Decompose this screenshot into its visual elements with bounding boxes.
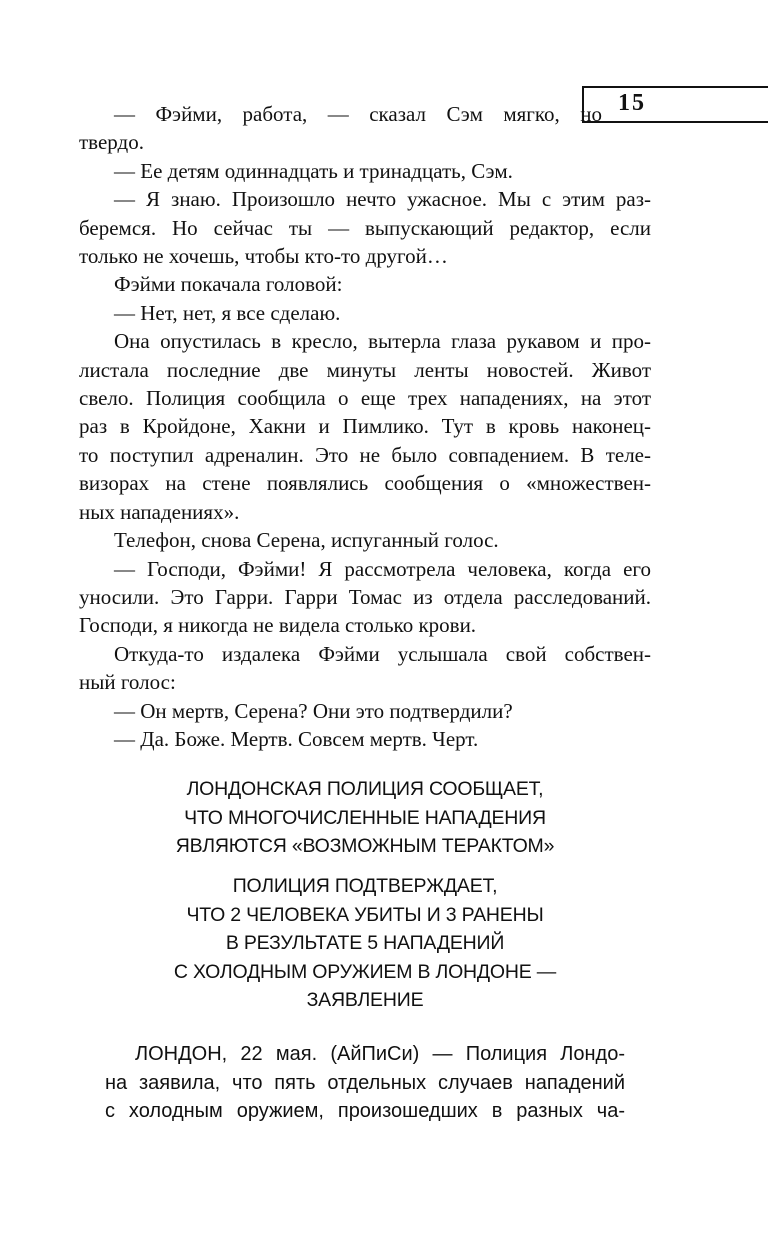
text-line: уносили. Это Гарри. Гарри Томас из отдела расследований.	[79, 584, 651, 609]
news-line: на заявила, что пять отдельных случаев нападений	[105, 1071, 625, 1094]
news-line: с холодным оружием, произошедших в разных ча-	[105, 1100, 625, 1122]
headline-line: ПОЛИЦИЯ ПОДТВЕРЖДАЕТ,	[232, 875, 498, 897]
text-line: Телефон, снова Серена, испуганный голос.	[114, 528, 499, 553]
text-line: — Нет, нет, я все сделаю.	[114, 300, 341, 325]
text-line: только не хочешь, чтобы кто-то другой…	[79, 244, 448, 269]
text-line: ных нападениях».	[79, 499, 240, 524]
text-line: твердо.	[79, 130, 144, 155]
text-line: — Да. Боже. Мертв. Совсем мертв. Черт.	[114, 726, 479, 751]
text-line: то поступил адреналин. Это не было совпадением. В теле-	[79, 442, 651, 467]
text-line: Фэйми покачала головой:	[114, 272, 343, 297]
text-line: — Ее детям одиннадцать и тринадцать, Сэм.	[114, 158, 513, 183]
headline-line: ЛОНДОНСКАЯ ПОЛИЦИЯ СООБЩАЕТ,	[186, 778, 544, 800]
text-line: — Господи, Фэйми! Я рассмотрела человека, когда его	[114, 556, 651, 581]
text-line: Она опустилась в кресло, вытерла глаза рукавом и про-	[114, 329, 651, 354]
text-line: Откуда-то издалека Фэйми услышала свой собствен-	[114, 641, 651, 666]
headline-line: ЯВЛЯЮТСЯ «ВОЗМОЖНЫМ ТЕРАКТОМ»	[175, 835, 555, 857]
headline-line: ЗАЯВЛЕНИЕ	[306, 989, 424, 1011]
text-line: — Фэйми, работа, — сказал Сэм мягко, но	[114, 102, 602, 126]
text-line: визорах на стене появлялись сообщения о «множествен-	[79, 471, 651, 496]
headline-line: С ХОЛОДНЫМ ОРУЖИЕМ В ЛОНДОНЕ —	[173, 960, 557, 983]
body-text	[79, 100, 651, 753]
text-line: свело. Полиция сообщила о еще трех нападениях, на этот	[79, 386, 651, 411]
text-line: листала последние две минуты ленты новостей. Живот	[79, 357, 651, 382]
text-line: беремся. Но сейчас ты — выпускающий редактор, если	[79, 215, 651, 240]
news-body	[105, 1040, 625, 1126]
page-number: 15	[618, 90, 646, 116]
news-headline	[79, 872, 651, 1015]
headline-line: ЧТО 2 ЧЕЛОВЕКА УБИТЫ И 3 РАНЕНЫ	[186, 903, 544, 926]
headline-line: ЧТО МНОГОЧИСЛЕННЫЕ НАПАДЕНИЯ	[184, 806, 546, 829]
text-line: раз в Кройдоне, Хакни и Пимлико. Тут в кровь наконец-	[79, 414, 651, 439]
text-line: ный голос:	[79, 670, 176, 695]
news-line: ЛОНДОН, 22 мая. (АйПиСи) — Полиция Лондо-	[135, 1043, 625, 1065]
text-line: Господи, я никогда не видела столько крови.	[79, 613, 477, 638]
headline-line: В РЕЗУЛЬТАТЕ 5 НАПАДЕНИЙ	[225, 932, 505, 954]
text-line: — Я знаю. Произошло нечто ужасное. Мы с этим раз-	[114, 187, 651, 212]
text-line: — Он мертв, Серена? Они это подтвердили?	[114, 698, 513, 723]
news-headline	[79, 775, 651, 861]
